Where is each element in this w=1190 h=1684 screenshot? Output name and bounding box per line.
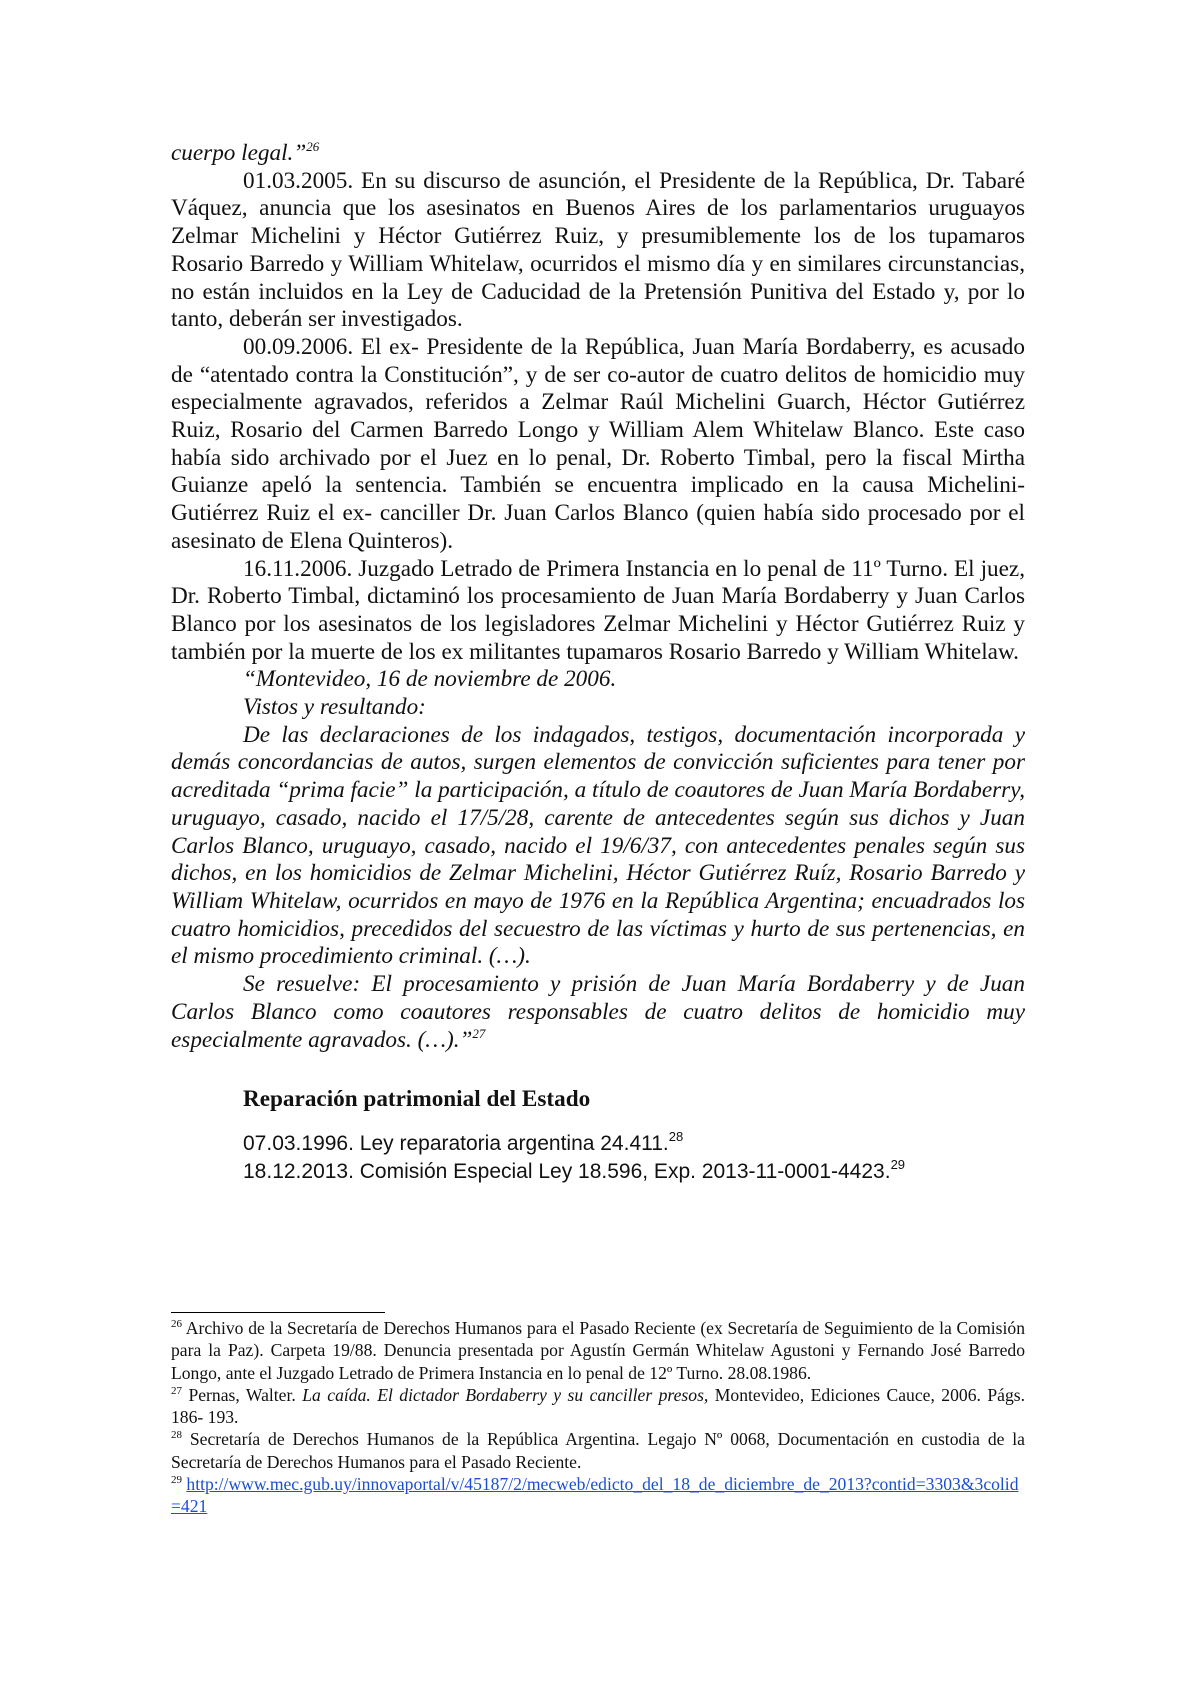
quote-vistos: Vistos y resultando: (243, 694, 426, 721)
reparation-line-1996: 07.03.1996. Ley reparatoria argentina 24.411.28 (243, 1129, 684, 1156)
footnote-29: $^{29}$ http://www.mec.gub.uy/innovaportal/v/45187/2/mecweb/edicto_del_18_de_diciembre_de_2013?contid=3303&3colid=421 (171, 1474, 1019, 1517)
footnote-27: $^{27}$ Pernas, Walter. La caída. El dictador Bordaberry y su canciller presos, Montevideo, Ediciones Cauce, 2006. Págs. 186- 193. (171, 1384, 1025, 1428)
footnote-link[interactable]: http://www.mec.gub.uy/innovaportal/v/45187/2/mecweb/edicto_del_18_de_diciembre_de_2013?contid=3303&3colid=421 (171, 1474, 1019, 1517)
reparation-list (171, 1130, 1025, 1185)
footnote-ref-28[interactable]: 28 (668, 1129, 684, 1145)
footnotes (171, 1317, 1025, 1518)
section-heading: Reparación patrimonial del Estado (243, 1086, 591, 1113)
footnote-28: $^{28}$ Secretaría de Derechos Humanos de la República Argentina. Legajo Nº 0068, Documentación en custodia de la Secretaría de Derechos Humanos para el Pasado Reciente. (171, 1429, 1025, 1472)
footnote-separator (171, 1312, 385, 1313)
paragraph-2005: 01.03.2005. En su discurso de asunción, el Presidente de la República, Dr. Tabaré Váquez, anuncia que los asesinatos en Buenos Aires de los parlamentarios uruguayos Zelmar Michelini y Héctor Gutiérrez Ruiz, y presumiblemente los de los tupamaros Rosario Barredo y William Whitelaw, ocurridos el mismo día y en similares circunstancias, no están incluidos en la Ley de Caducidad de la Pretensión Punitiva del Estado y, por lo tanto, deberán ser investigados. (171, 167, 1025, 333)
reparation-line-2013: 18.12.2013. Comisión Especial Ley 18.596, Exp. 2013-11-0001-4423.29 (243, 1156, 906, 1183)
footnote-ref-29[interactable]: 29 (890, 1156, 906, 1172)
quote-body: De las declaraciones de los indagados, testigos, documentación incorporada y demás concordancias de autos, surgen elementos de convicción suficientes para tener por acreditada “prima facie” la participación, a título de coautores de Juan María Bordaberry, uruguayo, casado, nacido el 17/5/28, carente de antecedentes según sus dichos y Juan Carlos Blanco, uruguayo, casado, nacido el 19/6/37, con antecedentes penales según sus dichos, en los homicidios de Zelmar Michelini, Héctor Gutiérrez Ruíz, Rosario Barredo y William Whitelaw, ocurridos en mayo de 1976 en la República Argentina; encuadrados los cuatro homicidios, precedidos del secuestro de las víctimas y hurto de sus pertenencias, en el mismo procedimiento criminal. (…). (171, 721, 1025, 970)
footnote-26: $^{26}$ Archivo de la Secretaría de Derechos Humanos para el Pasado Reciente (ex Secretaría de Seguimiento de la Comisión para la Paz). Carpeta 19/88. Denuncia presentada por Agustín Germán Whitelaw Agustoni y Fernando José Barredo Longo, ante el Juzgado Letrado de Primera Instancia en lo penal de 12º Turno. 28.08.1986. (171, 1318, 1025, 1383)
document-body (171, 140, 1025, 1186)
quote-ending: cuerpo legal.”$^{26}$ (171, 139, 320, 166)
footnote-ref-27[interactable]: 27 (472, 1025, 486, 1041)
paragraph-2006-11: 16.11.2006. Juzgado Letrado de Primera Instancia en lo penal de 11º Turno. El juez, Dr. Roberto Timbal, dictaminó los procesamiento de Juan María Bordaberry y Juan Carlos Blanco por los asesinatos de los legisladores Zelmar Michelini y Héctor Gutiérrez Ruiz y también por la muerte de los ex militantes tupamaros Rosario Barredo y William Whitelaw. (171, 555, 1025, 665)
quote-resolution: Se resuelve: El procesamiento y prisión de Juan María Bordaberry y de Juan Carlos Blanco como coautores responsables de cuatro delitos de homicidio muy especialmente agravados. (…).”$^{27}$ (171, 971, 1025, 1053)
quote-date: “Montevideo, 16 de noviembre de 2006. (243, 666, 617, 693)
paragraph-2006-09: 00.09.2006. El ex- Presidente de la República, Juan María Bordaberry, es acusado de “atentado contra la Constitución”, y de ser co-autor de cuatro delitos de homicidio muy especialmente agravados, referidos a Zelmar Raúl Michelini Guarch, Héctor Gutiérrez Ruiz, Rosario del Carmen Barredo Longo y William Alem Whitelaw Blanco. Este caso había sido archivado por el Juez en lo penal, Dr. Roberto Timbal, pero la fiscal Mirtha Guianze apeló la sentencia. También se encuentra implicado en la causa Michelini-Gutiérrez Ruiz el ex- canciller Dr. Juan Carlos Blanco (quien había sido procesado por el asesinato de Elena Quinteros). (171, 333, 1025, 554)
book-title: La caída. El dictador Bordaberry y su canciller presos, (302, 1384, 709, 1405)
footnote-ref-26[interactable]: 26 (306, 139, 320, 154)
